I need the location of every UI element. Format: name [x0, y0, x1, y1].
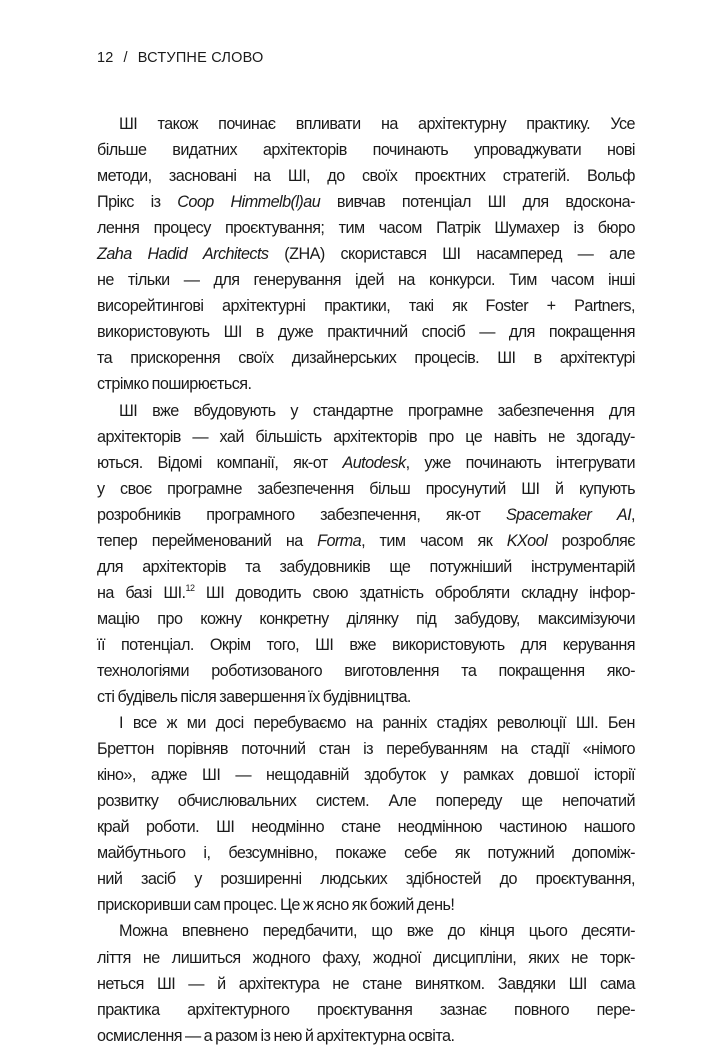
text-line: прискоривши сам процес. Це ж ясно як божий день! [97, 896, 455, 915]
text-line: кіно», адже ШІ — нещодавній здобуток у рамках довшої історії [97, 766, 635, 785]
page-number: 12 [97, 50, 114, 66]
text-line: ний засіб у розширенні людських здібностей до проєктування, [97, 870, 635, 889]
text-line: Бреттон порівняв поточний стан із перебуванням на стадії «німого [97, 740, 635, 759]
text-line: Можна впевнено передбачити, що вже до кінця цього десяти- [119, 922, 635, 941]
text-line: ШІ також починає впливати на архітектурну практику. Усе [119, 115, 635, 133]
text-line: ліття не лишиться жодного фаху, жодної дисципліни, яких не торк- [97, 948, 635, 967]
text-line: сті будівель після завершення їх будівництва. [97, 688, 411, 707]
text-line: її потенціал. Окрім того, ШІ вже використовують для керування [97, 635, 635, 654]
text-line: осмислення — а разом із нею й архітектурна освіта. [97, 1026, 455, 1045]
text-line: використовують ШІ в дуже практичний спосіб — для покращення [97, 323, 635, 342]
text-line: ються. Відомі компанії, як-от Autodesk, уже починають інтегрувати [97, 453, 635, 472]
text-line: Прікс із Coop Himmelb(l)au вивчав потенціал ШІ для вдоскона- [97, 193, 635, 212]
text-line: у своє програмне забезпечення більш просунутий ШІ й купують [97, 479, 635, 498]
text-line: методи, засновані на ШІ, до своїх проєктних стратегій. Вольф [97, 167, 635, 186]
text-line: тепер перейменований на Forma, тим часом як KXool розробляє [97, 531, 635, 550]
body-text [97, 111, 635, 1049]
text-line: мацію про кожну конкретну ділянку під забудову, максимізуючи [97, 609, 635, 628]
text-line: І все ж ми досі перебуваємо на ранніх стадіях революції ШІ. Бен [119, 714, 635, 733]
text-line: розвитку обчислювальних систем. Але попереду ще непочатий [97, 792, 635, 811]
header-separator: / [123, 50, 128, 66]
text-line: розробників програмного забезпечення, як-от Spacemaker AI, [97, 505, 635, 524]
text-line: край роботи. ШІ неодмінно стане неодмінною частиною нашого [97, 818, 635, 837]
text-line: стрімко поширюється. [97, 375, 252, 394]
running-header [97, 50, 263, 66]
text-line: архітекторів — хай більшість архітекторів про це навіть не здогаду- [97, 427, 635, 446]
text-line: неться ШІ — й архітектура не стане винятком. Завдяки ШІ сама [97, 974, 635, 993]
text-line: для архітекторів та забудовників ще потужніший інструментарій [97, 557, 635, 576]
text-line: висорейтингові архітектурні практики, такі як Foster + Partners, [97, 297, 635, 316]
text-line: майбутнього і, безсумнівно, покаже себе як потужний допоміж- [97, 844, 635, 863]
text-line: ШІ вже вбудовують у стандартне програмне забезпечення для [119, 401, 635, 420]
text-line: не тільки — для генерування ідей на конкурси. Тим часом інші [97, 271, 635, 290]
section-title: ВСТУПНЕ СЛОВО [137, 50, 264, 66]
text-line: технологіями роботизованого виготовлення та покращення яко- [97, 661, 635, 680]
text-line: та прискорення своїх дизайнерських процесів. ШІ в архітектурі [97, 349, 635, 368]
text-line: практика архітектурного проєктування зазнає повного пере- [97, 1000, 635, 1019]
text-line: Zaha Hadid Architects (ZHA) скористався ШІ насамперед — але [97, 245, 635, 264]
text-line: на базі ШІ.$^{12}$ ШІ доводить свою здатність обробляти складну інфор- [97, 582, 635, 602]
text-line: лення процесу проєктування; тим часом Патрік Шумахер із бюро [97, 219, 635, 238]
text-line: більше видатних архітекторів починають упроваджувати нові [97, 141, 635, 160]
